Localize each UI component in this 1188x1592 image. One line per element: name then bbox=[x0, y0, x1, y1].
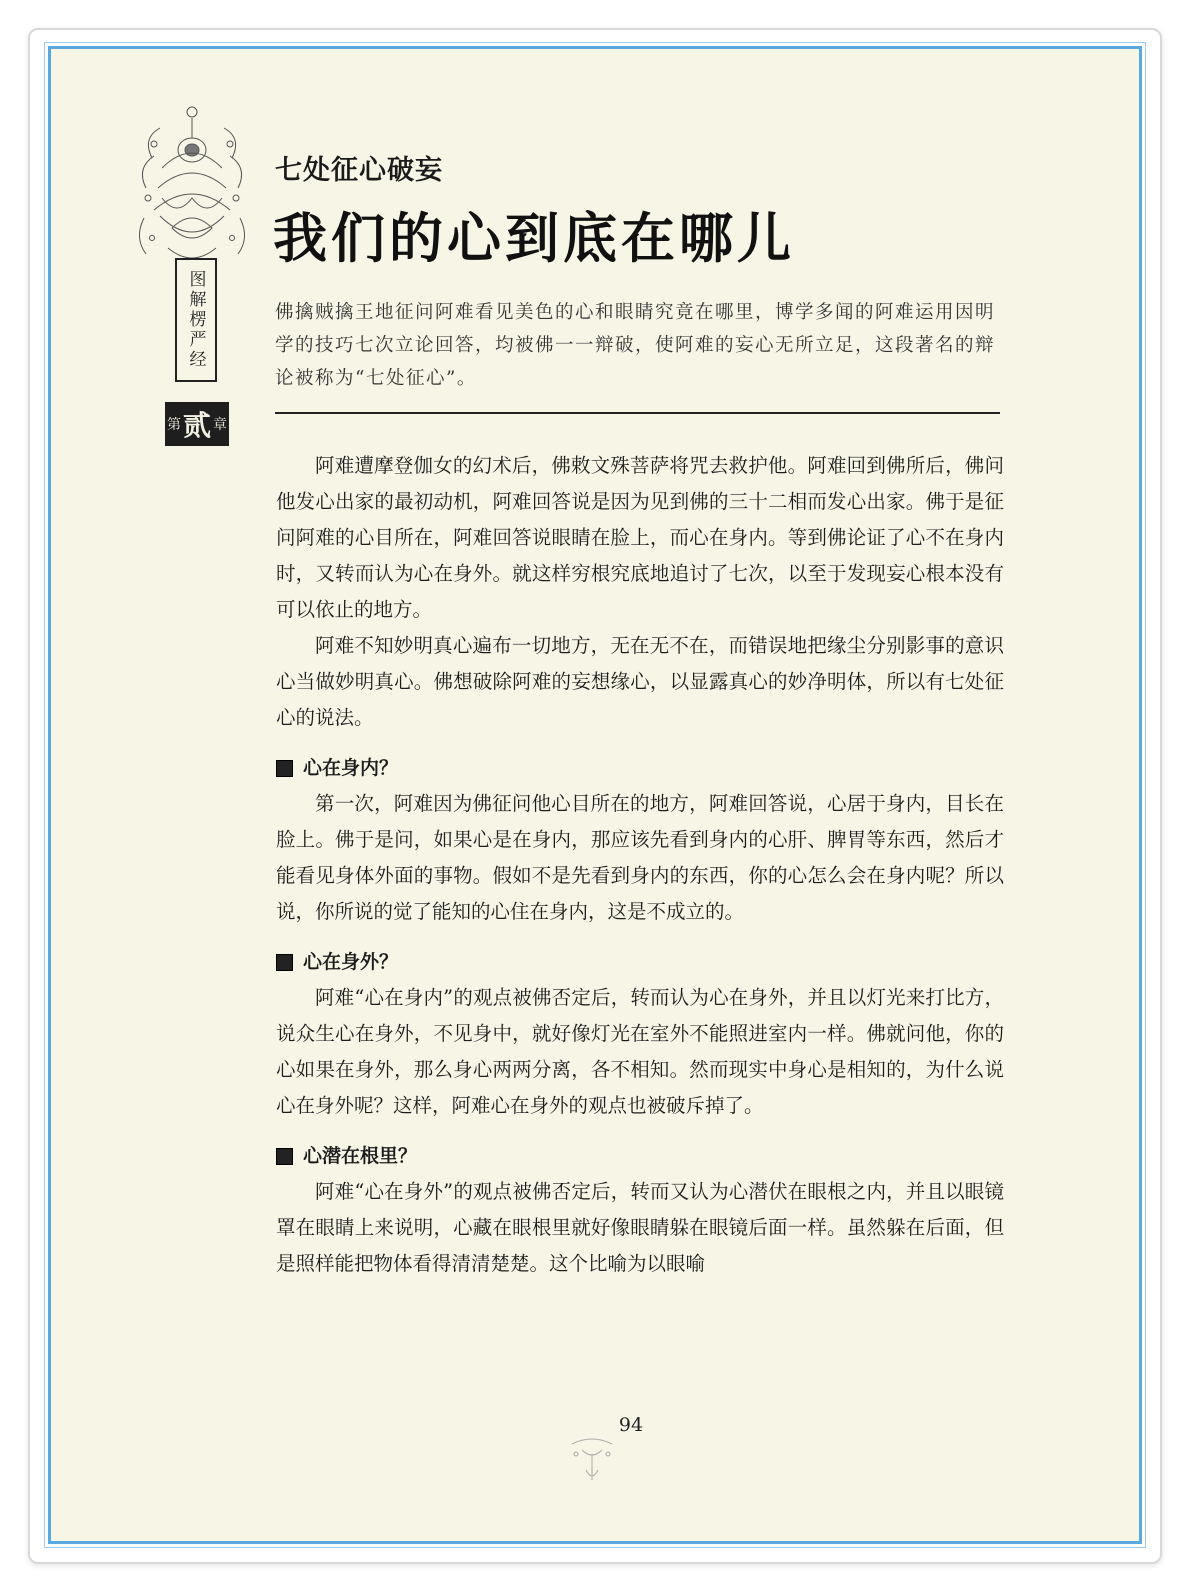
chapter-suffix: 章 bbox=[213, 417, 227, 433]
chapter-number: 贰 bbox=[182, 409, 211, 442]
section-heading-text: 心潜在根里？ bbox=[303, 1145, 418, 1167]
section-subtitle: 七处征心破妄 bbox=[275, 155, 443, 186]
chapter-badge bbox=[165, 402, 229, 446]
divider-line bbox=[275, 412, 1000, 414]
square-bullet-icon bbox=[276, 954, 293, 971]
page-title: 我们的心到底在哪儿 bbox=[273, 207, 795, 270]
footer-flourish-icon bbox=[562, 1430, 622, 1486]
section-heading-text: 心在身内？ bbox=[303, 757, 399, 779]
chapter-prefix: 第 bbox=[166, 417, 181, 433]
book-title-label bbox=[175, 258, 217, 382]
lotus-ornament-icon bbox=[132, 98, 252, 278]
section-heading bbox=[276, 944, 1004, 980]
section-paragraph: 阿难“心在身外”的观点被佛否定后，转而又认为心潜伏在眼根之内，并且以眼镜罩在眼睛上来说明，心藏在眼根里就好像眼睛躲在眼镜后面一样。虽然躲在后面，但是照样能把物体看得清清楚楚。这个比喻为以眼喻 bbox=[276, 1180, 1004, 1275]
square-bullet-icon bbox=[276, 760, 293, 777]
section-paragraph: 第一次，阿难因为佛征问他心目所在的地方，阿难回答说，心居于身内，目长在脸上。佛于是问，如果心是在身内，那应该先看到身内的心肝、脾胃等东西，然后才能看见身体外面的事物。假如不是先看到身内的东西，你的心怎么会在身内呢？所以说，你所说的觉了能知的心住在身内，这是不成立的。 bbox=[276, 792, 1004, 923]
body-paragraph: 阿难不知妙明真心遍布一切地方，无在无不在，而错误地把缘尘分别影事的意识心当做妙明真心。佛想破除阿难的妄想缘心，以显露真心的妙净明体，所以有七处征心的说法。 bbox=[276, 634, 1004, 729]
body-paragraph: 阿难遭摩登伽女的幻术后，佛敕文殊菩萨将咒去救护他。阿难回到佛所后，佛问他发心出家的最初动机，阿难回答说是因为见到佛的三十二相而发心出家。佛于是征问阿难的心目所在，阿难回答说眼睛在脸上，而心在身内。等到佛论证了心不在身内时，又转而认为心在身外。就这样穷根究底地追讨了七次，以至于发现妄心根本没有可以依止的地方。 bbox=[276, 454, 1004, 621]
section-heading bbox=[276, 1138, 1004, 1174]
section-paragraph: 阿难“心在身内”的观点被佛否定后，转而认为心在身外，并且以灯光来打比方，说众生心在身外，不见身中，就好像灯光在室外不能照进室内一样。佛就问他，你的心如果在身外，那么身心两两分离，各不相知。然而现实中身心是相知的，为什么说心在身外呢？这样，阿难心在身外的观点也被破斥掉了。 bbox=[276, 986, 1004, 1117]
section-heading-text: 心在身外？ bbox=[303, 951, 399, 973]
page-number: 94 bbox=[618, 1414, 644, 1436]
article-body bbox=[276, 448, 1004, 1282]
book-title-text: 图解楞严经 bbox=[185, 270, 206, 370]
intro-summary: 佛擒贼擒王地征问阿难看见美色的心和眼睛究竟在哪里，博学多闻的阿难运用因明学的技巧七次立论回答，均被佛一一辩破，使阿难的妄心无所立足，这段著名的辩论被称为“七处征心”。 bbox=[275, 302, 996, 389]
section-heading bbox=[276, 750, 1004, 786]
square-bullet-icon bbox=[276, 1148, 293, 1165]
